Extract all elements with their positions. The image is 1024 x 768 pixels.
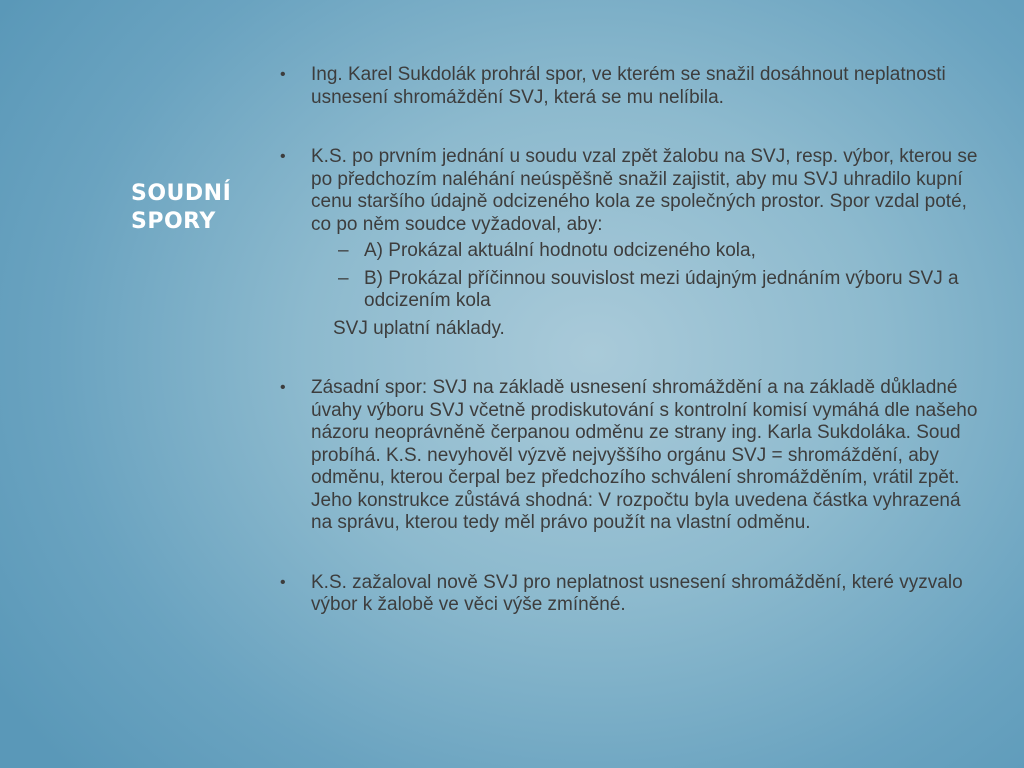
bullet-item <box>280 377 980 535</box>
bullet-item <box>280 146 980 313</box>
slide-title <box>131 180 271 236</box>
bullet-text: Ing. Karel Sukdolák prohrál spor, ve kterém se snažil dosáhnout neplatnosti usnesení shromáždění SVJ, která se mu nelíbila. <box>311 64 946 108</box>
sub-item <box>311 268 980 313</box>
sub-item-text: B) Prokázal příčinnou souvislost mezi údajným jednáním výboru SVJ a odcizením kola <box>364 267 959 311</box>
bullet-note: SVJ uplatní náklady. <box>333 317 505 339</box>
bullet-item <box>280 572 980 617</box>
slide-title-line-1: SOUDNÍ <box>131 181 232 206</box>
sub-item-text: A) Prokázal aktuální hodnotu odcizeného kola, <box>364 240 756 261</box>
bullet-text: Zásadní spor: SVJ na základě usnesení shromáždění a na základě důkladné úvahy výboru SVJ včetně prodiskutování s kontrolní komisí vymáhá dle našeho názoru neoprávněně čerpanou odměnu ze strany ing. Karla Sukdoláka. Soud probíhá. K.S. nevyhověl výzvě nejvyššího orgánu SVJ = shromáždění, aby odměnu, kterou čerpal bez předchozího schválení shromážděním, vrátil zpět. Jeho konstrukce zůstává shodná: V rozpočtu byla uvedena částka vyhrazená na správu, kterou tedy měl právo použít na vlastní odměnu. <box>311 377 978 533</box>
slide-content <box>280 64 980 617</box>
sub-list <box>311 240 980 313</box>
sub-item <box>311 240 980 263</box>
bullet-item <box>280 64 980 109</box>
bullet-text: K.S. zažaloval nově SVJ pro neplatnost usnesení shromáždění, které vyzvalo výbor k žalobě ve věci výše zmíněné. <box>311 571 963 615</box>
bullet-text: K.S. po prvním jednání u soudu vzal zpět žalobu na SVJ, resp. výbor, kterou se po předchozím naléhání neúspěšně snažil zajistit, aby mu SVJ uhradilo kupní cenu staršího údajně odcizeného kola ze společných prostor. Spor vzdal poté, co po něm soudce vyžadoval, aby: <box>311 146 978 235</box>
spacer <box>280 535 980 572</box>
slide-title-line-2: SPORY <box>131 209 216 234</box>
